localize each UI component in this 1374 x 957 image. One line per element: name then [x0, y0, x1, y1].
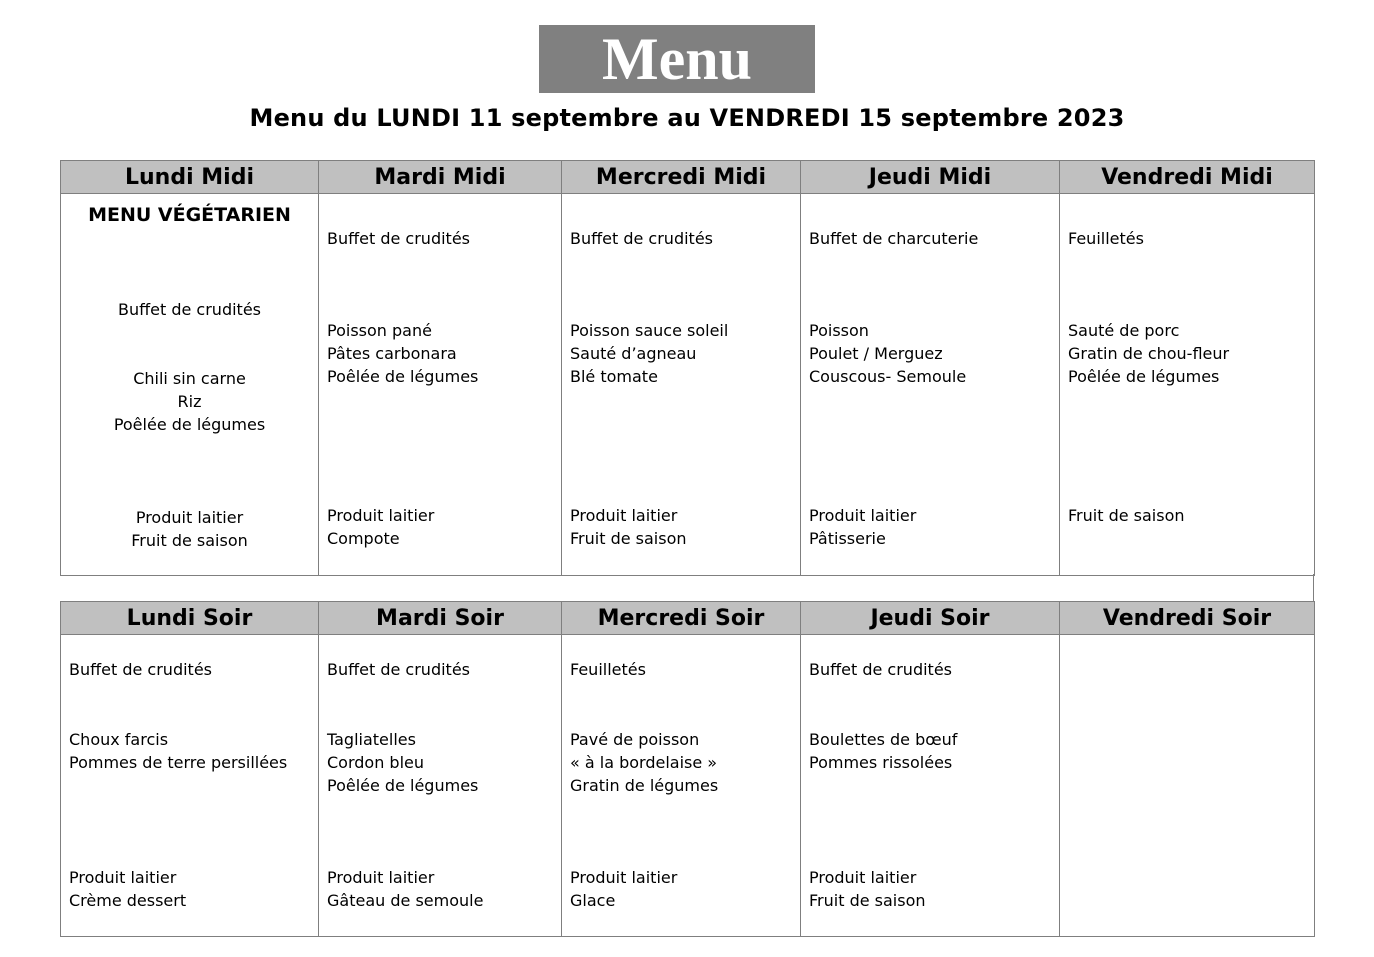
menu-item: Poulet / Merguez [809, 344, 943, 363]
menu-item: Couscous- Semoule [809, 367, 967, 386]
menu-item: Poêlée de légumes [1068, 367, 1220, 386]
menu-item: Riz [177, 392, 202, 411]
menu-item: Buffet de crudités [570, 229, 713, 248]
header-vendredi-midi: Vendredi Midi [1060, 161, 1315, 194]
cell-jeudi-midi [801, 194, 1060, 576]
menu-item: Cordon bleu [327, 753, 425, 772]
dinner-header-row [61, 602, 1315, 635]
header-jeudi-soir: Jeudi Soir [801, 602, 1060, 635]
menu-item: Feuilletés [570, 660, 646, 679]
menu-item: Buffet de crudités [118, 300, 261, 319]
cell-lundi-midi [61, 194, 319, 576]
menu-item: Pâtes carbonara [327, 344, 457, 363]
cell-mercredi-soir [562, 635, 801, 937]
menu-item: Buffet de crudités [69, 660, 212, 679]
menu-item: Poisson pané [327, 321, 432, 340]
menu-item: Fruit de saison [570, 529, 687, 548]
menu-item: Produit laitier [327, 506, 435, 525]
header-mercredi-midi: Mercredi Midi [562, 161, 801, 194]
cell-vendredi-soir [1060, 635, 1315, 937]
menu-item: Sauté de porc [1068, 321, 1180, 340]
menu-item: Produit laitier [327, 868, 435, 887]
cell-mercredi-midi [562, 194, 801, 576]
lunch-header-row [61, 161, 1315, 194]
cell-vendredi-midi [1060, 194, 1315, 576]
menu-item: Blé tomate [570, 367, 658, 386]
cell-lundi-soir [61, 635, 319, 937]
header-mardi-midi: Mardi Midi [319, 161, 562, 194]
menu-item: Poêlée de légumes [113, 415, 266, 434]
lunch-menu-row [61, 194, 1315, 576]
menu-item: Crème dessert [69, 891, 187, 910]
vegetarian-menu-label: MENU VÉGÉTARIEN [88, 204, 291, 226]
menu-item: Pâtisserie [809, 529, 886, 548]
menu-item: Poisson sauce soleil [570, 321, 729, 340]
menu-item: Gratin de légumes [570, 776, 719, 795]
menu-title: Menu [539, 25, 815, 93]
cell-mardi-midi [319, 194, 562, 576]
header-jeudi-midi: Jeudi Midi [801, 161, 1060, 194]
dinner-menu-row [61, 635, 1315, 937]
menu-item: Produit laitier [570, 868, 678, 887]
menu-item: Fruit de saison [1068, 506, 1185, 525]
menu-week-subtitle: Menu du LUNDI 11 septembre au VENDREDI 15 septembre 2023 [249, 104, 1125, 132]
header-lundi-midi: Lundi Midi [61, 161, 319, 194]
header-vendredi-soir: Vendredi Soir [1060, 602, 1315, 635]
menu-item: Produit laitier [69, 868, 177, 887]
menu-item: Chili sin carne [133, 369, 246, 388]
menu-item: Fruit de saison [809, 891, 926, 910]
menu-item: Pavé de poisson [570, 730, 700, 749]
menu-item: Gratin de chou-fleur [1068, 344, 1230, 363]
menu-item: Fruit de saison [131, 531, 248, 550]
header-mercredi-soir: Mercredi Soir [562, 602, 801, 635]
menu-item: Produit laitier [135, 508, 244, 527]
table-separator-line [1313, 574, 1314, 602]
menu-item: Gâteau de semoule [327, 891, 484, 910]
menu-item: Pommes de terre persillées [69, 753, 288, 772]
menu-item: Tagliatelles [327, 730, 416, 749]
menu-item: Pommes rissolées [809, 753, 953, 772]
menu-item: Buffet de crudités [327, 660, 470, 679]
menu-item: Buffet de crudités [809, 660, 952, 679]
header-lundi-soir: Lundi Soir [61, 602, 319, 635]
menu-item: Boulettes de bœuf [809, 730, 958, 749]
cell-mardi-soir [319, 635, 562, 937]
header-mardi-soir: Mardi Soir [319, 602, 562, 635]
menu-item: Feuilletés [1068, 229, 1144, 248]
menu-item: Sauté d’agneau [570, 344, 697, 363]
menu-item: « à la bordelaise » [570, 753, 718, 772]
menu-item: Buffet de charcuterie [809, 229, 979, 248]
menu-item: Choux farcis [69, 730, 169, 749]
cell-jeudi-soir [801, 635, 1060, 937]
menu-item: Produit laitier [809, 868, 917, 887]
menu-item: Compote [327, 529, 400, 548]
menu-item: Poêlée de légumes [327, 367, 479, 386]
menu-item: Glace [570, 891, 616, 910]
menu-item: Poisson [809, 321, 869, 340]
menu-item: Produit laitier [570, 506, 678, 525]
lunch-menu-table [60, 160, 1315, 576]
menu-item: Buffet de crudités [327, 229, 470, 248]
menu-item: Produit laitier [809, 506, 917, 525]
menu-item: Poêlée de légumes [327, 776, 479, 795]
dinner-menu-table [60, 601, 1315, 937]
